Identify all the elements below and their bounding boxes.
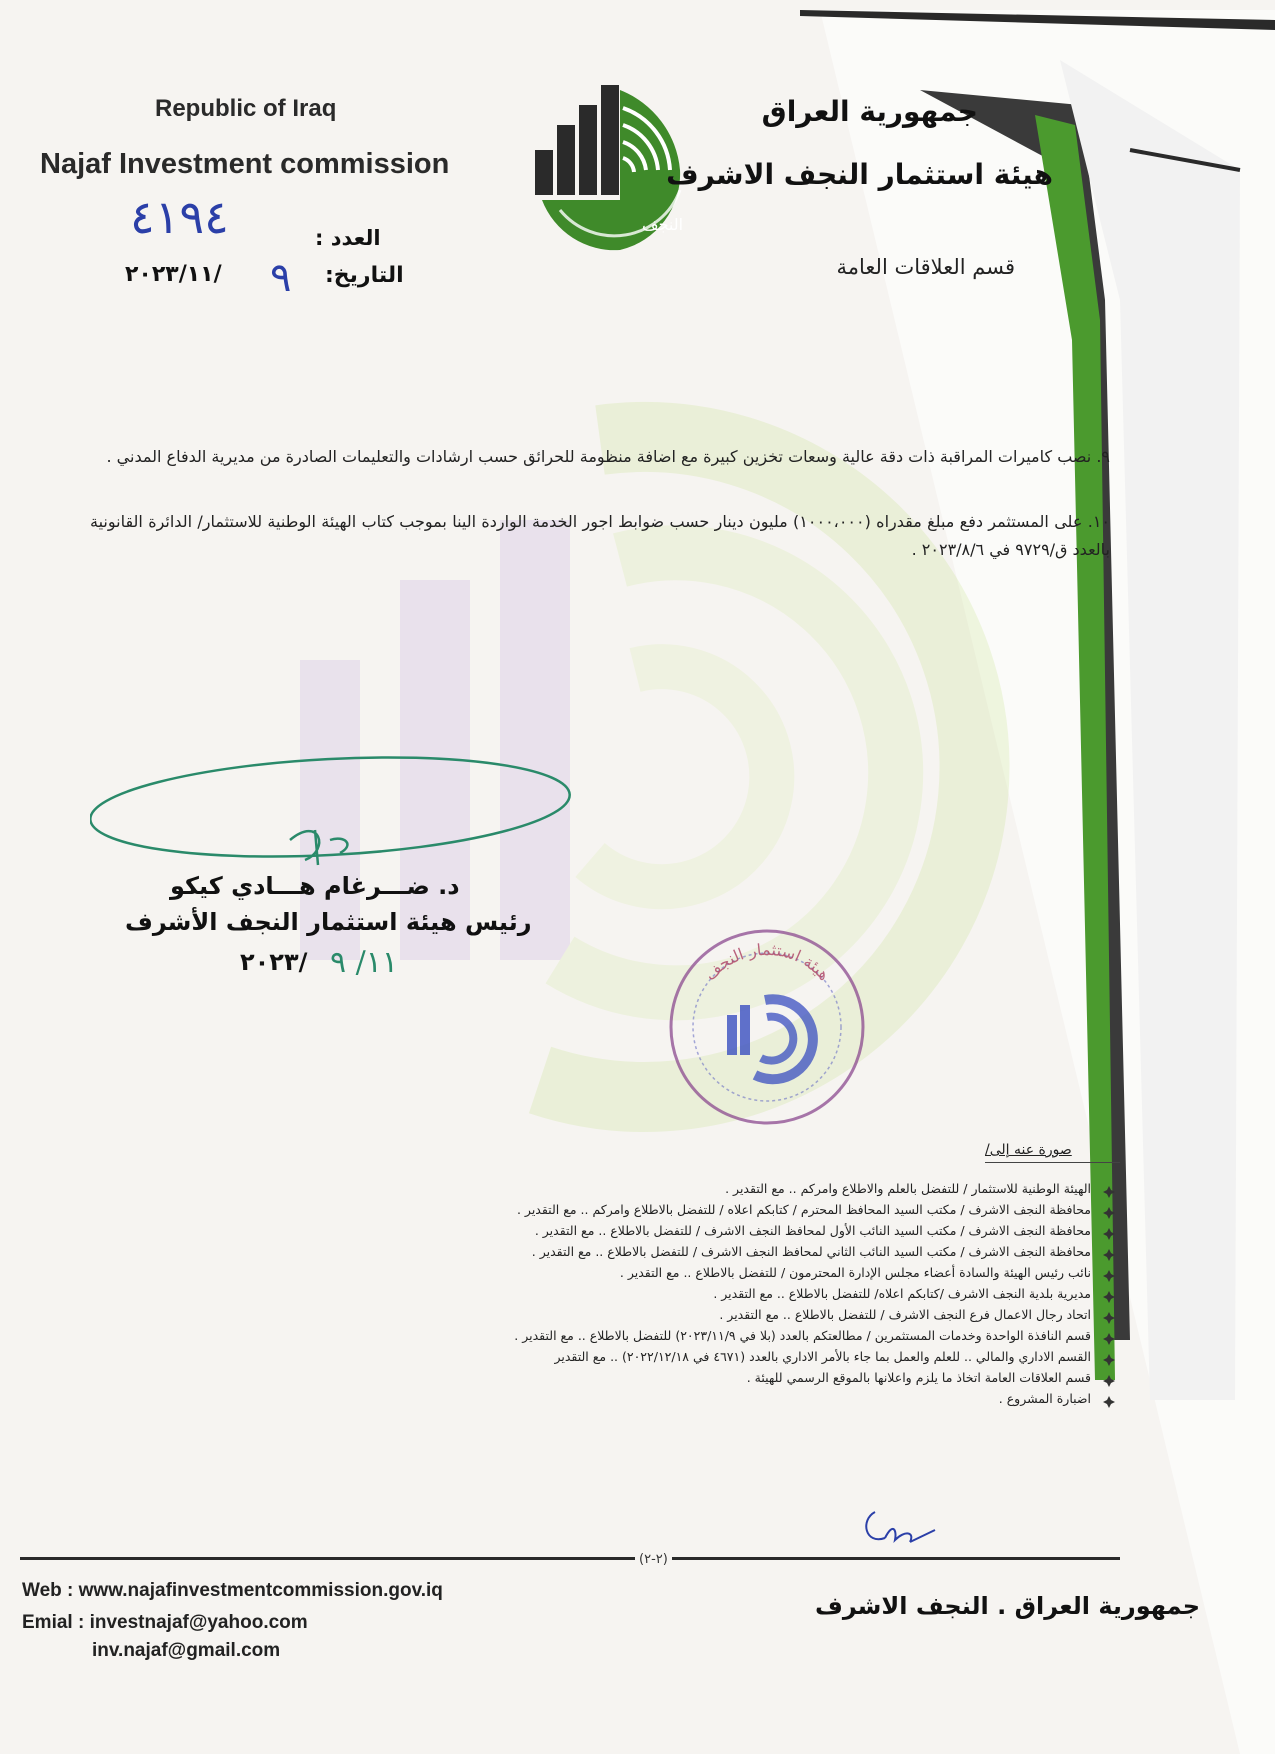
ar-department: قسم العلاقات العامة bbox=[836, 255, 1015, 279]
diamond-bullet-icon bbox=[1103, 1267, 1115, 1279]
diamond-bullet-icon bbox=[1103, 1309, 1115, 1321]
cc-item-text: قسم العلاقات العامة اتخاذ ما يلزم واعلانها بالموقع الرسمي للهيئة . bbox=[746, 1370, 1091, 1385]
commission-logo bbox=[530, 50, 690, 255]
footer-ar-address: جمهورية العراق . النجف الاشرف bbox=[814, 1592, 1200, 1620]
diamond-bullet-icon bbox=[1103, 1288, 1115, 1300]
diamond-bullet-icon bbox=[1103, 1372, 1115, 1384]
en-org-name: Najaf Investment commission bbox=[40, 148, 450, 180]
ar-org-name: هيئة استثمار النجف الاشرف bbox=[666, 158, 1053, 191]
cc-item-text: قسم النافذة الواحدة وخدمات المستثمرين / مطالعتكم بالعدد (بلا في ٢٠٢٣/١١/٩) للتفضل بالاطلاع .. مع التقدير . bbox=[514, 1328, 1091, 1343]
cc-item bbox=[620, 1262, 1115, 1283]
date-label: التاريخ: bbox=[325, 263, 404, 288]
cc-item-text: القسم الاداري والمالي .. للعلم والعمل بما جاء بالأمر الاداري بالعدد (٤٦٧١ في ٢٠٢٢/١٢/١٨) .. مع التقدير bbox=[554, 1349, 1091, 1364]
cc-item-text: محافظة النجف الاشرف / مكتب السيد النائب الأول لمحافظ النجف الاشرف / للتفضل بالاطلاع .. مع التقدير . bbox=[534, 1223, 1091, 1238]
diamond-bullet-icon bbox=[1103, 1183, 1115, 1195]
diamond-bullet-icon bbox=[1103, 1204, 1115, 1216]
diamond-bullet-icon bbox=[1103, 1246, 1115, 1258]
cc-item bbox=[719, 1304, 1115, 1325]
cc-heading-underline bbox=[985, 1162, 1120, 1163]
diamond-bullet-icon bbox=[1103, 1225, 1115, 1237]
svg-text:هيئة استثمار النجف bbox=[700, 940, 833, 984]
cc-item-text: محافظة النجف الاشرف / مكتب السيد النائب الثاني لمحافظ النجف الاشرف / للتفضل بالاطلاع .. مع التقدير . bbox=[531, 1244, 1091, 1259]
page-number: (٢-٢) bbox=[635, 1552, 672, 1567]
date-day-handwritten: ٩ bbox=[270, 255, 292, 301]
date-printed: ٢٠٢٣/١١/ bbox=[125, 262, 222, 287]
cc-item-text: اضبارة المشروع . bbox=[998, 1391, 1091, 1406]
footer-email-1: Emial : investnajaf@yahoo.com bbox=[22, 1612, 308, 1633]
initials-scribble bbox=[855, 1500, 945, 1550]
cc-item bbox=[535, 1220, 1115, 1241]
cc-item bbox=[999, 1388, 1115, 1409]
body-item-9: ٩. نصب كاميرات المراقبة ذات دقة عالية وسعات تخزين كبيرة مع اضافة منظومة للحرائق حسب ارشادات والتعليمات الصادرة من مديرية الدفاع المدني . bbox=[106, 447, 1110, 466]
cc-item-text: الهيئة الوطنية للاستثمار / للتفضل بالعلم والاطلاع وامركم .. مع التقدير . bbox=[725, 1181, 1091, 1196]
signatory-title: رئيس هيئة استثمار النجف الأشرف bbox=[125, 908, 532, 936]
diamond-bullet-icon bbox=[1103, 1330, 1115, 1342]
footer-divider bbox=[20, 1557, 1120, 1560]
signature-date-printed: ٢٠٢٣/ bbox=[240, 948, 308, 976]
cc-item bbox=[747, 1367, 1115, 1388]
number-label: العدد : bbox=[315, 226, 381, 250]
number-handwritten: ٤١٩٤ bbox=[130, 190, 229, 244]
signature-scribble bbox=[90, 745, 590, 875]
signature-date-handwritten: ١١/ ٩ bbox=[330, 945, 399, 980]
en-country: Republic of Iraq bbox=[155, 95, 337, 122]
body-item-10: ١٠. على المستثمر دفع مبلغ مقدراه (١٠٠٠،٠٠٠) مليون دينار حسب ضوابط اجور الخدمة الواردة الينا بموجب كتاب الهيئة الوطنية للاستثمار/ الدائرة القانونية بالعدد ق/٩٧٢٩ في ٢٠٢٣/٨/٦ . bbox=[90, 512, 1111, 559]
footer-web: Web : www.najafinvestmentcommission.gov.iq bbox=[22, 1580, 443, 1601]
cc-heading: صورة عنه إلى/ bbox=[985, 1142, 1072, 1158]
ar-country: جمهورية العراق bbox=[761, 95, 978, 128]
cc-item bbox=[725, 1178, 1115, 1199]
official-stamp bbox=[665, 925, 870, 1130]
cc-item-text: محافظة النجف الاشرف / مكتب السيد المحافظ المحترم / كتابكم اعلاه / للتفضل بالاطلاع وامركم .. مع التقدير . bbox=[516, 1202, 1091, 1217]
cc-item bbox=[554, 1346, 1115, 1367]
cc-item bbox=[713, 1283, 1115, 1304]
signatory-name: د. ضـــرغام هـــادي كيكو bbox=[170, 872, 460, 900]
cc-item bbox=[514, 1325, 1115, 1346]
cc-list bbox=[215, 1178, 1115, 1409]
cc-item bbox=[517, 1199, 1115, 1220]
logo-text: النجف bbox=[642, 215, 684, 234]
diamond-bullet-icon bbox=[1103, 1351, 1115, 1363]
stamp-ring-text: هيئة استثمار النجف bbox=[700, 939, 834, 985]
cc-item-text: مديرية بلدية النجف الاشرف /كتابكم اعلاه/ للتفضل بالاطلاع .. مع التقدير . bbox=[713, 1286, 1091, 1301]
footer-email-2: inv.najaf@gmail.com bbox=[92, 1640, 281, 1661]
cc-item-text: اتحاد رجال الاعمال فرع النجف الاشرف / للتفضل بالاطلاع .. مع التقدير . bbox=[719, 1307, 1091, 1322]
diamond-bullet-icon bbox=[1103, 1393, 1115, 1405]
cc-item bbox=[532, 1241, 1115, 1262]
cc-item-text: نائب رئيس الهيئة والسادة أعضاء مجلس الإدارة المحترمون / للتفضل بالاطلاع .. مع التقدير . bbox=[619, 1265, 1091, 1280]
